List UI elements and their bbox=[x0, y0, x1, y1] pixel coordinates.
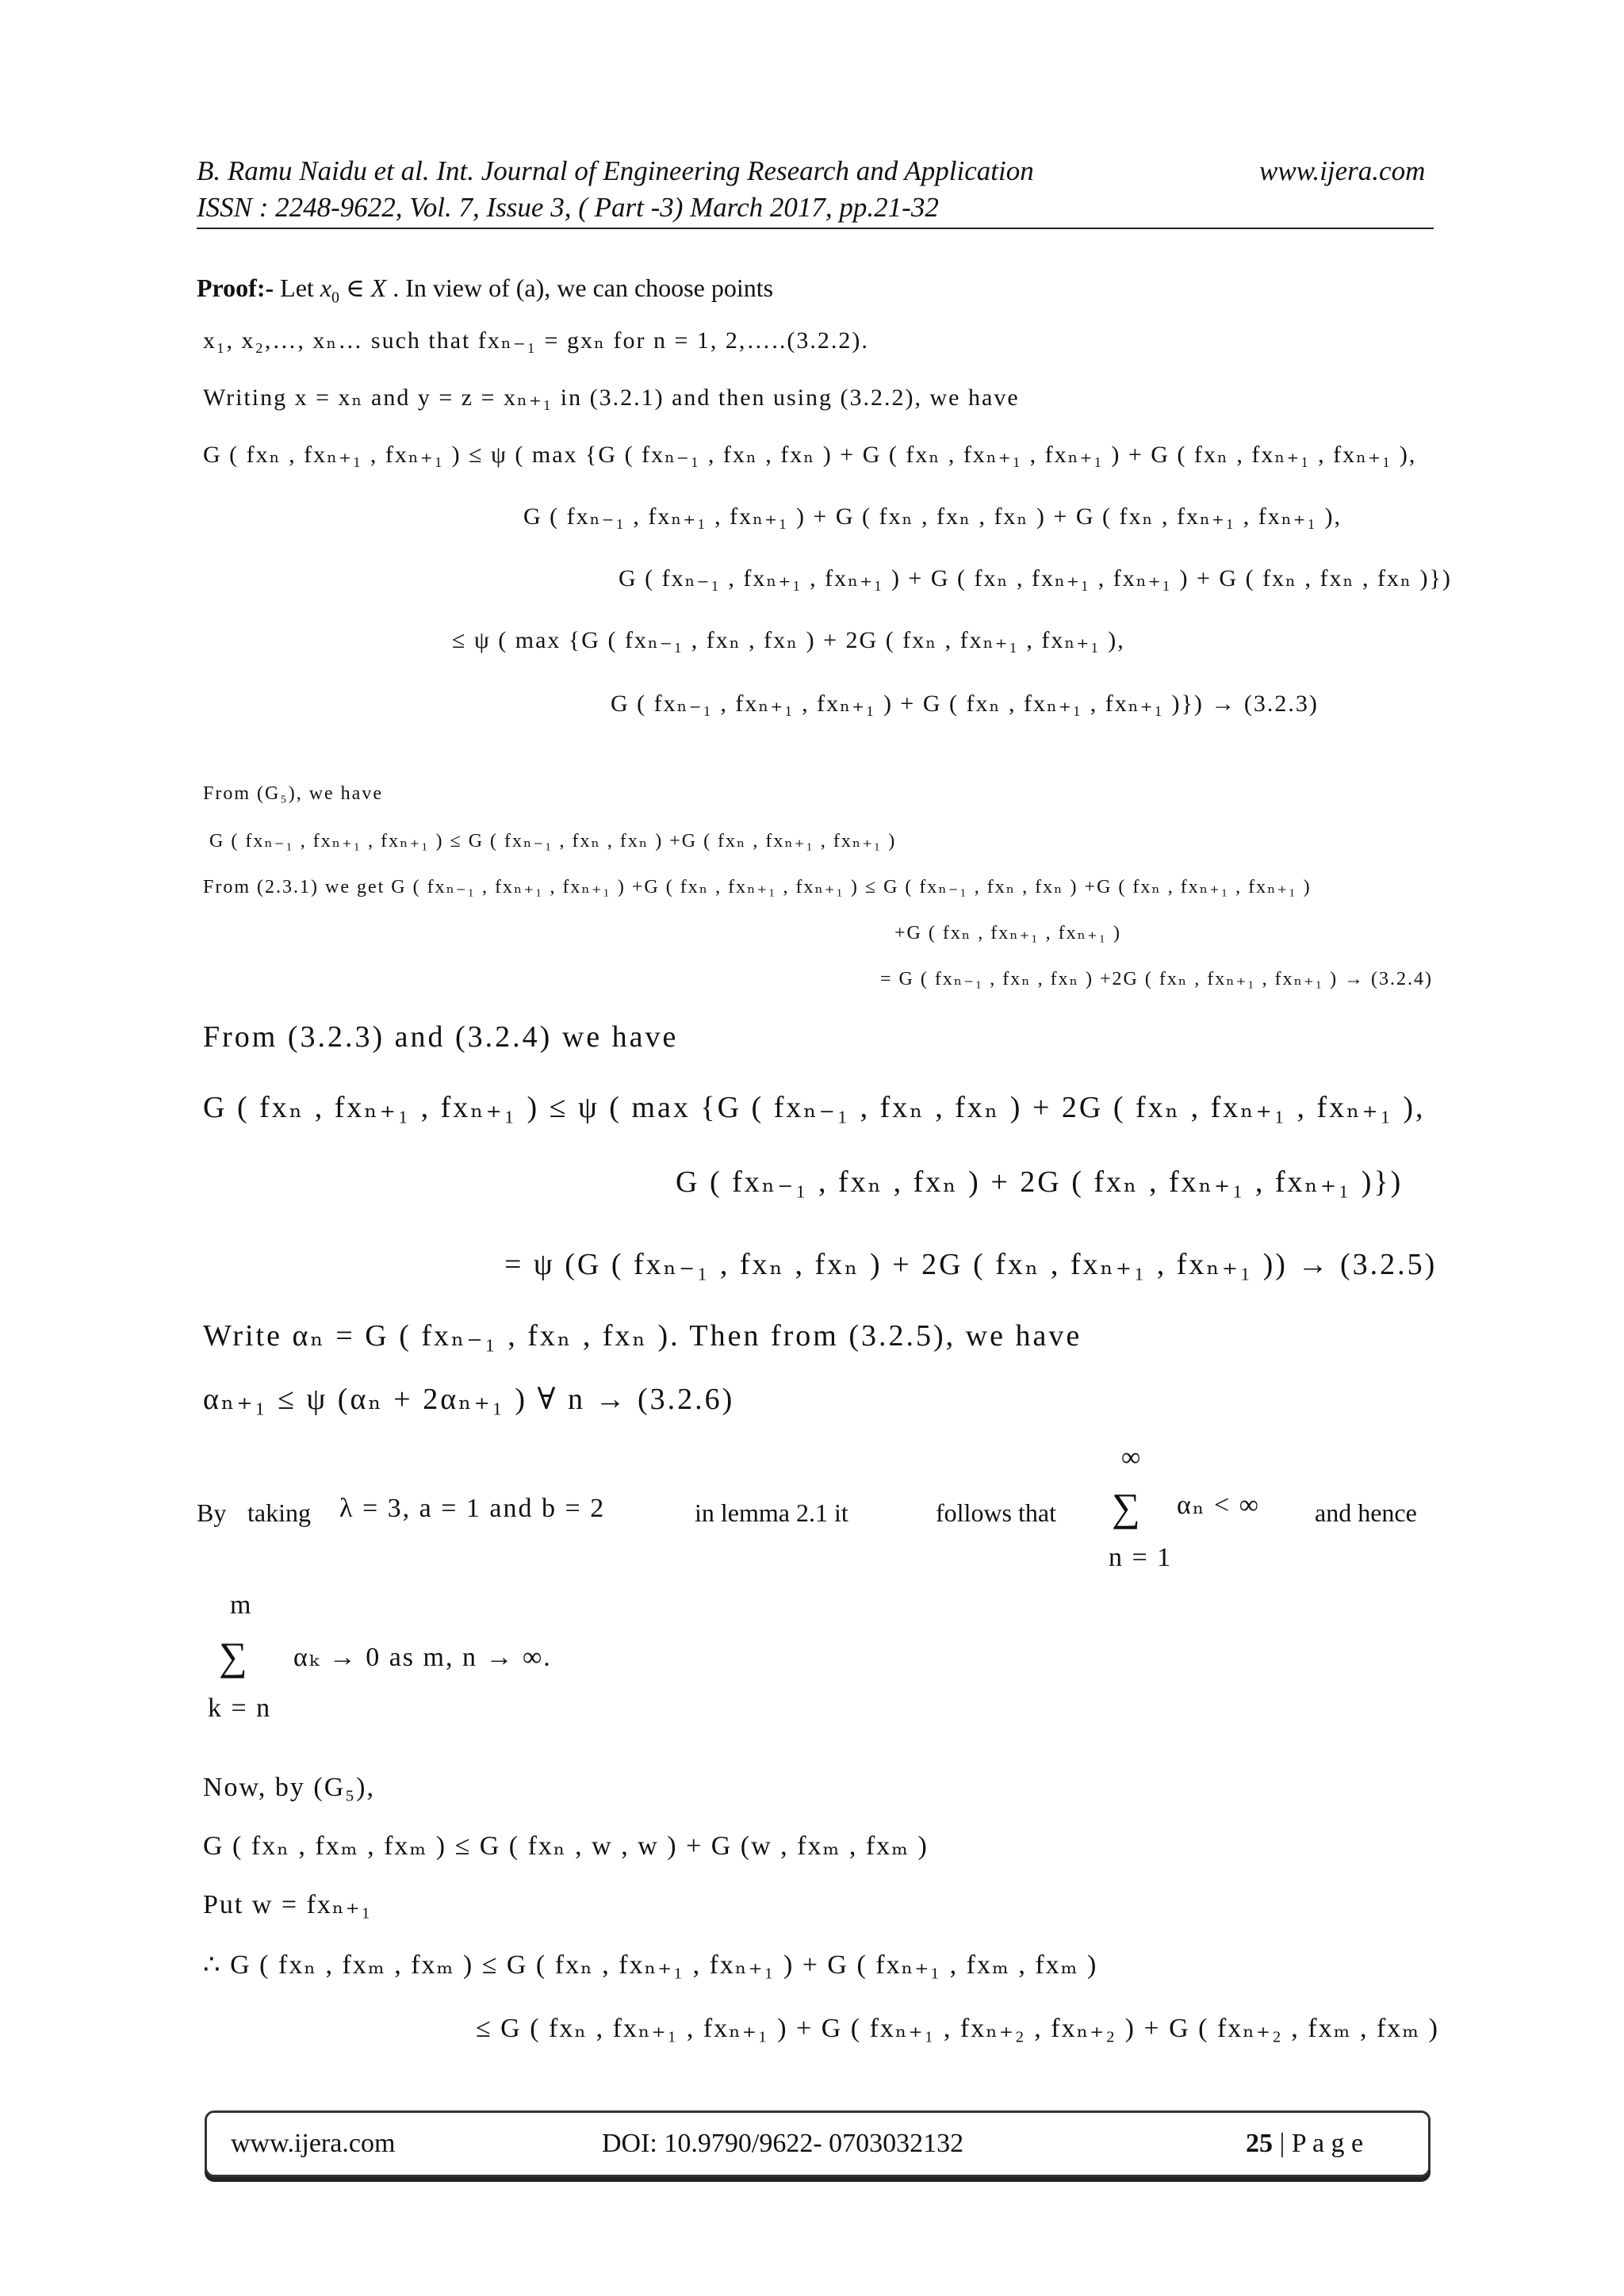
now-by-g5: Now, by (G₅), bbox=[203, 1773, 375, 1802]
x0-sub: 0 bbox=[331, 289, 339, 307]
in-x: ∈ X bbox=[339, 274, 393, 302]
journal-title: B. Ramu Naidu et al. Int. Journal of Engineering Research and Application bbox=[197, 155, 1034, 186]
page-label: | P a g e bbox=[1273, 2129, 1364, 2158]
from-323-324: From (3.2.3) and (3.2.4) we have bbox=[203, 1020, 679, 1054]
eq-324: = G ( fxₙ₋₁ , fxₙ , fxₙ ) +2G ( fxₙ , fxₙ₊₁ , fxₙ₊₁ ) → (3.2.4) bbox=[880, 969, 1434, 989]
sum2-bottom: k = n bbox=[208, 1693, 272, 1723]
eq-triangle: G ( fxₙ , fxₘ , fxₘ ) ≤ G ( fxₙ , w , w ) + G (w , fxₘ , fxₘ ) bbox=[203, 1831, 929, 1861]
eq-325-line3: = ψ (G ( fxₙ₋₁ , fxₙ , fxₙ ) + 2G ( fxₙ , fxₙ₊₁ , fxₙ₊₁ )) → (3.2.5) bbox=[504, 1248, 1438, 1281]
eq-323-line5: G ( fxₙ₋₁ , fxₙ₊₁ , fxₙ₊₁ ) + G ( fxₙ , fxₙ₊₁ , fxₙ₊₁ )}) → (3.2.3) bbox=[611, 691, 1319, 717]
eq-326: αₙ₊₁ ≤ ψ (αₙ + 2αₙ₊₁ ) ∀ n → (3.2.6) bbox=[203, 1383, 735, 1416]
eq-therefore: ∴ G ( fxₙ , fxₘ , fxₘ ) ≤ G ( fxₙ , fxₙ₊₁ , fxₙ₊₁ ) + G ( fxₙ₊₁ , fxₘ , fxₘ ) bbox=[203, 1950, 1098, 1980]
proof-let: Let bbox=[274, 274, 320, 302]
put-w: Put w = fxₙ₊₁ bbox=[203, 1890, 373, 1919]
eq-323-line1: G ( fxₙ , fxₙ₊₁ , fxₙ₊₁ ) ≤ ψ ( max {G ( fxₙ₋₁ , fxₙ , fxₙ ) + G ( fxₙ , fxₙ₊₁ , fxₙ₊₁ ) + G ( fxₙ , fxₙ₊₁ , fxₙ₊₁ ), bbox=[203, 442, 1417, 468]
eq-323-line3: G ( fxₙ₋₁ , fxₙ₊₁ , fxₙ₊₁ ) + G ( fxₙ , fxₙ₊₁ , fxₙ₊₁ ) + G ( fxₙ , fxₙ , fxₙ )}) bbox=[619, 565, 1452, 591]
proof-line bbox=[197, 273, 773, 307]
eq-therefore-cont: ≤ G ( fxₙ , fxₙ₊₁ , fxₙ₊₁ ) + G ( fxₙ₊₁ , fxₙ₊₂ , fxₙ₊₂ ) + G ( fxₙ₊₂ , fxₘ , fxₘ ) bbox=[476, 2014, 1439, 2043]
eq-323-line4: ≤ ψ ( max {G ( fxₙ₋₁ , fxₙ , fxₙ ) + 2G ( fxₙ , fxₙ₊₁ , fxₙ₊₁ ), bbox=[452, 627, 1125, 653]
sum2-symbol: ∑ bbox=[219, 1634, 247, 1678]
from-g5: From (G₅), we have bbox=[203, 783, 383, 804]
proof-rest: . In view of (a), we can choose points bbox=[393, 274, 774, 302]
issn-line: ISSN : 2248-9622, Vol. 7, Issue 3, ( Part -3) March 2017, pp.21-32 bbox=[197, 192, 939, 223]
eq-323-line2: G ( fxₙ₋₁ , fxₙ₊₁ , fxₙ₊₁ ) + G ( fxₙ , fxₙ , fxₙ ) + G ( fxₙ , fxₙ₊₁ , fxₙ₊₁ ), bbox=[523, 503, 1342, 530]
page-number: 25 bbox=[1246, 2129, 1273, 2158]
sum2-top: m bbox=[230, 1590, 253, 1620]
in-lemma: in lemma 2.1 it bbox=[695, 1498, 848, 1527]
sum1-top: ∞ bbox=[1121, 1443, 1143, 1472]
journal-url[interactable]: www.ijera.com bbox=[1259, 155, 1426, 186]
writing-line: Writing x = xₙ and y = z = xₙ₊₁ in (3.2.1) and then using (3.2.2), we have bbox=[203, 385, 1020, 411]
from-231: From (2.3.1) we get G ( fxₙ₋₁ , fxₙ₊₁ , fxₙ₊₁ ) +G ( fxₙ , fxₙ₊₁ , fxₙ₊₁ ) ≤ G ( fxₙ₋₁ , fxₙ , fxₙ ) +G ( fxₙ , fxₙ₊₁ , fxₙ₊₁ ) bbox=[203, 877, 1312, 897]
lambda-values: λ = 3, a = 1 and b = 2 bbox=[339, 1494, 606, 1523]
x0-var: x bbox=[320, 274, 331, 302]
and-hence: and hence bbox=[1315, 1498, 1417, 1527]
from-231-cont: +G ( fxₙ , fxₙ₊₁ , fxₙ₊₁ ) bbox=[894, 923, 1122, 943]
g5-inequality: G ( fxₙ₋₁ , fxₙ₊₁ , fxₙ₊₁ ) ≤ G ( fxₙ₋₁ , fxₙ , fxₙ ) +G ( fxₙ , fxₙ₊₁ , fxₙ₊₁ ) bbox=[209, 831, 897, 851]
sum1-bottom: n = 1 bbox=[1109, 1543, 1173, 1572]
footer-site[interactable]: www.ijera.com bbox=[231, 2129, 396, 2158]
sum2-body: αₖ → 0 as m, n → ∞. bbox=[293, 1643, 552, 1672]
sum1-body: αₙ < ∞ bbox=[1177, 1490, 1260, 1520]
write-alpha: Write αₙ = G ( fxₙ₋₁ , fxₙ , fxₙ ). Then from (3.2.5), we have bbox=[203, 1319, 1082, 1353]
header-rule bbox=[197, 228, 1434, 229]
follows-that: follows that bbox=[936, 1498, 1056, 1527]
by-word: By bbox=[197, 1498, 227, 1527]
footer-page bbox=[1246, 2129, 1363, 2159]
proof-label: Proof:- bbox=[197, 274, 274, 302]
taking-word: taking bbox=[247, 1498, 311, 1527]
eq-325-line2: G ( fxₙ₋₁ , fxₙ , fxₙ ) + 2G ( fxₙ , fxₙ₊₁ , fxₙ₊₁ )}) bbox=[676, 1165, 1404, 1199]
points-line: x₁, x₂,…, xₙ… such that fxₙ₋₁ = gxₙ for n = 1, 2,…..(3.2.2). bbox=[203, 327, 869, 354]
footer-bar bbox=[205, 2110, 1431, 2177]
footer-doi: DOI: 10.9790/9622- 0703032132 bbox=[602, 2129, 964, 2158]
sum1-symbol: ∑ bbox=[1112, 1485, 1140, 1529]
eq-325-line1: G ( fxₙ , fxₙ₊₁ , fxₙ₊₁ ) ≤ ψ ( max {G ( fxₙ₋₁ , fxₙ , fxₙ ) + 2G ( fxₙ , fxₙ₊₁ , fxₙ₊₁ ), bbox=[203, 1091, 1426, 1124]
